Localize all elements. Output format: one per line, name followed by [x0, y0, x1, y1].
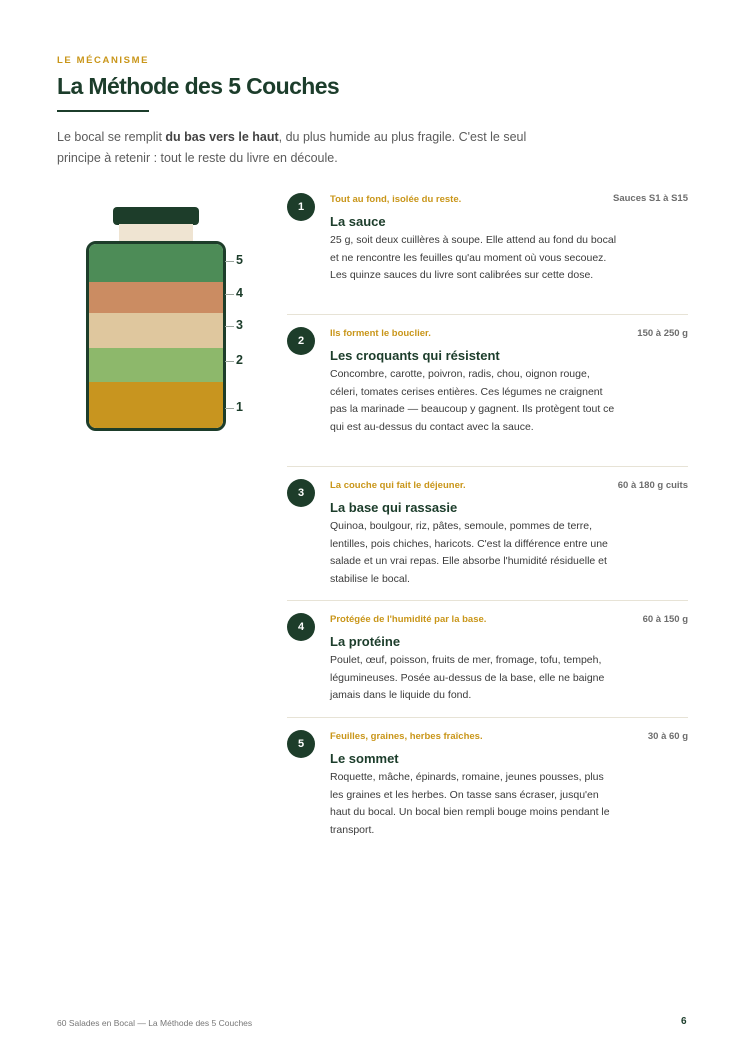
step-kicker: Ils forment le bouclier.: [330, 328, 431, 339]
layer-tick-3: [225, 326, 234, 327]
jar-layer-4: [89, 282, 223, 313]
intro-paragraph: [57, 127, 557, 169]
layer-tick-4: [225, 294, 234, 295]
list-item: [287, 467, 688, 601]
step-description: Concombre, carotte, poivron, radis, chou, oignon rouge, céleri, tomates cerises entières. Ces légumes ne craignent pas la marinade — beaucoup y gagnent. Ils protègent tout ce qui est au-dessus du contact avec la sauce.: [330, 368, 615, 434]
jar-layer-1: [89, 382, 223, 431]
jar-layer-5: [89, 244, 223, 282]
step-number-badge: 3: [287, 479, 315, 507]
layer-number-4: 4: [236, 286, 243, 300]
step-quantity: 30 à 60 g: [647, 731, 688, 742]
list-item: [287, 183, 688, 315]
layer-tick-5: [225, 261, 234, 262]
step-number-badge: 1: [287, 193, 315, 221]
step-kicker: Feuilles, graines, herbes fraîches.: [330, 731, 483, 742]
step-number-badge: 5: [287, 730, 315, 758]
step-number-badge: 2: [287, 327, 315, 355]
step-description: 25 g, soit deux cuillères à soupe. Elle attend au fond du bocal et ne rencontre les feuilles qu'au moment où vous secouez. Les quinze sauces du livre sont calibrées sur cette dose.: [330, 234, 617, 282]
title-underline: [57, 110, 149, 112]
footer-title: 60 Salades en Bocal — La Méthode des 5 Couches: [57, 1018, 253, 1028]
step-title: La base qui rassasie: [330, 500, 458, 515]
page-title: La Méthode des 5 Couches: [57, 73, 340, 99]
step-title: La protéine: [330, 634, 401, 649]
layer-number-2: 2: [236, 353, 243, 367]
step-description: Quinoa, boulgour, riz, pâtes, semoule, pommes de terre, lentilles, pois chiches, haricots. C'est la différence entre une salade et un vrai repas. Elle absorbe l'humidité résiduelle et stabilise le bocal.: [330, 520, 608, 586]
step-title: Les croquants qui résistent: [330, 348, 500, 363]
layer-number-3: 3: [236, 318, 243, 332]
step-kicker: Tout au fond, isolée du reste.: [330, 194, 462, 205]
list-item: [287, 718, 688, 858]
intro-bold: du bas vers le haut: [165, 130, 279, 144]
jar-illustration: [85, 207, 255, 437]
layer-number-1: 1: [236, 400, 243, 414]
jar-layer-2: [89, 348, 223, 382]
step-title: Le sommet: [330, 751, 399, 766]
eyebrow-label: LE MÉCANISME: [57, 55, 150, 66]
layer-number-5: 5: [236, 253, 243, 267]
step-quantity: 60 à 150 g: [642, 614, 688, 625]
step-description: Roquette, mâche, épinards, romaine, jeunes pousses, plus les graines et les herbes. On tasse sans écraser, jusqu'en haut du bocal. Un bocal bien rempli bouge moins pendant le transport.: [330, 771, 610, 837]
step-number-badge: 4: [287, 613, 315, 641]
intro-text-after: , du plus humide au plus fragile. C'est le seul principe à retenir : tout le reste du livre en découle.: [57, 130, 527, 165]
list-item: [287, 315, 688, 467]
step-kicker: Protégée de l'humidité par la base.: [330, 614, 487, 625]
step-quantity: 60 à 180 g cuits: [617, 480, 688, 491]
intro-text-before: Le bocal se remplit: [57, 130, 166, 144]
jar-body: [86, 241, 226, 431]
page-number: 6: [681, 1016, 687, 1027]
step-kicker: La couche qui fait le déjeuner.: [330, 480, 466, 491]
list-item: [287, 601, 688, 718]
layers-list: [287, 183, 688, 858]
layer-tick-1: [225, 408, 234, 409]
step-title: La sauce: [330, 214, 386, 229]
layer-tick-2: [225, 361, 234, 362]
jar-layer-3: [89, 313, 223, 348]
step-description: Poulet, œuf, poisson, fruits de mer, fromage, tofu, tempeh, légumineuses. Posée au-dessus de la base, elle ne baigne jamais dans le liquide du fond.: [330, 654, 605, 702]
jar-lid: [113, 207, 199, 225]
step-quantity: Sauces S1 à S15: [613, 193, 688, 204]
step-quantity: 150 à 250 g: [637, 328, 688, 339]
